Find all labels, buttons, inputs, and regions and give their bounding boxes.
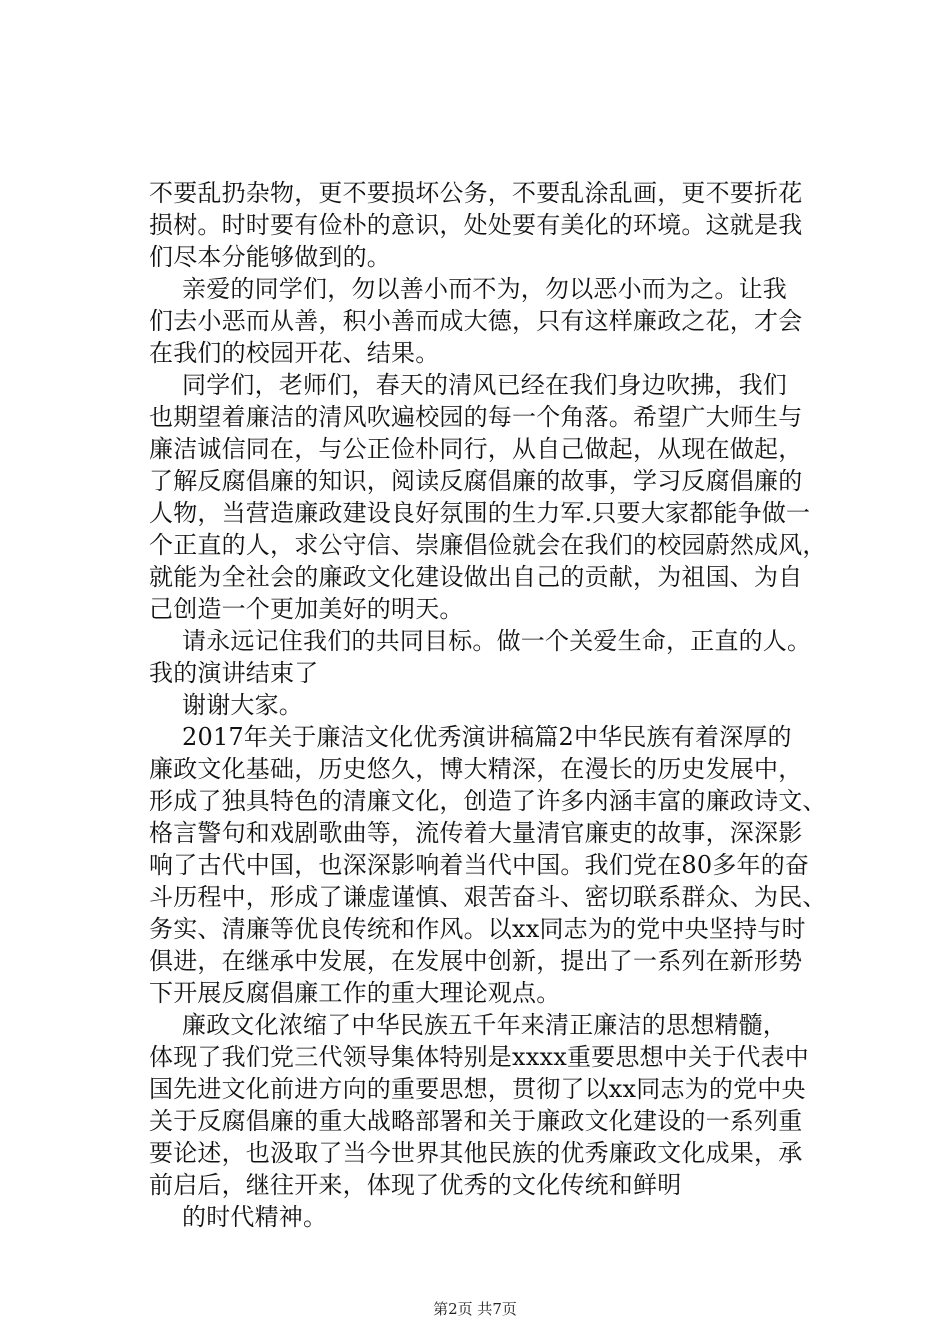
paragraph-start-line: 亲爱的同学们，勿以善小而不为，勿以恶小而为之。让我 [182, 275, 787, 303]
text-line: 形成了独具特色的清廉文化，创造了许多内涵丰富的廉政诗文、 [149, 787, 827, 815]
text-line: 个正直的人，求公守信、崇廉倡俭就会在我们的校园蔚然成风， [149, 531, 827, 559]
text-line: 关于反腐倡廉的重大战略部署和关于廉政文化建设的一系列重 [149, 1107, 803, 1135]
text-line: 人物，当营造廉政建设良好氛围的生力军.只要大家都能争做一 [149, 499, 811, 527]
text-line: 们去小恶而从善，积小善而成大德，只有这样廉政之花，才会 [149, 307, 803, 335]
text-line: 了解反腐倡廉的知识，阅读反腐倡廉的故事，学习反腐倡廉的 [149, 467, 803, 495]
page-indicator: 第2页 共7页 [433, 1300, 517, 1318]
text-line: 我的演讲结束了 [149, 659, 319, 687]
paragraph-start-line: 2017年关于廉洁文化优秀演讲稿篇2中华民族有着深厚的 [182, 723, 792, 751]
paragraph-start-line: 谢谢大家。 [182, 691, 303, 719]
paragraph-start-line: 请永远记住我们的共同目标。做一个关爱生命，正直的人。 [182, 627, 812, 655]
text-line: 廉洁诚信同在，与公正俭朴同行，从自己做起，从现在做起， [149, 435, 803, 463]
text-line: 格言警句和戏剧歌曲等，流传着大量清官廉吏的故事，深深影 [149, 819, 803, 847]
text-line: 的时代精神。 [182, 1203, 328, 1231]
text-line: 俱进，在继承中发展，在发展中创新，提出了一系列在新形势 [149, 947, 803, 975]
text-line: 廉政文化基础，历史悠久，博大精深，在漫长的历史发展中， [149, 755, 803, 783]
text-line: 就能为全社会的廉政文化建设做出自己的贡献，为祖国、为自 [149, 563, 803, 591]
text-line: 损树。时时要有俭朴的意识，处处要有美化的环境。这就是我 [149, 211, 803, 239]
text-line: 们尽本分能够做到的。 [149, 243, 391, 271]
text-line: 响了古代中国，也深深影响着当代中国。我们党在80多年的奋 [149, 851, 810, 879]
text-line: 斗历程中，形成了谦虚谨慎、艰苦奋斗、密切联系群众、为民、 [149, 883, 827, 911]
text-line: 国先进文化前进方向的重要思想，贯彻了以xx同志为的党中央 [149, 1075, 806, 1103]
text-line: 务实、清廉等优良传统和作风。以xx同志为的党中央坚持与时 [149, 915, 806, 943]
text-line: 体现了我们党三代领导集体特别是xxxx重要思想中关于代表中 [149, 1043, 809, 1071]
text-line: 下开展反腐倡廉工作的重大理论观点。 [149, 979, 561, 1007]
text-line: 前启后，继往开来，体现了优秀的文化传统和鲜明 [149, 1171, 682, 1199]
text-line: 也期望着廉洁的清风吹遍校园的每一个角落。希望广大师生与 [149, 403, 803, 431]
paragraph-start-line: 廉政文化浓缩了中华民族五千年来清正廉洁的思想精髓， [182, 1011, 787, 1039]
text-line: 在我们的校园开花、结果。 [149, 339, 440, 367]
page-footer [0, 1299, 950, 1319]
text-line: 不要乱扔杂物，更不要损坏公务，不要乱涂乱画，更不要折花 [149, 179, 803, 207]
text-line: 己创造一个更加美好的明天。 [149, 595, 464, 623]
text-line: 要论述，也汲取了当今世界其他民族的优秀廉政文化成果，承 [149, 1139, 803, 1167]
paragraph-start-line: 同学们，老师们，春天的清风已经在我们身边吹拂，我们 [182, 371, 787, 399]
